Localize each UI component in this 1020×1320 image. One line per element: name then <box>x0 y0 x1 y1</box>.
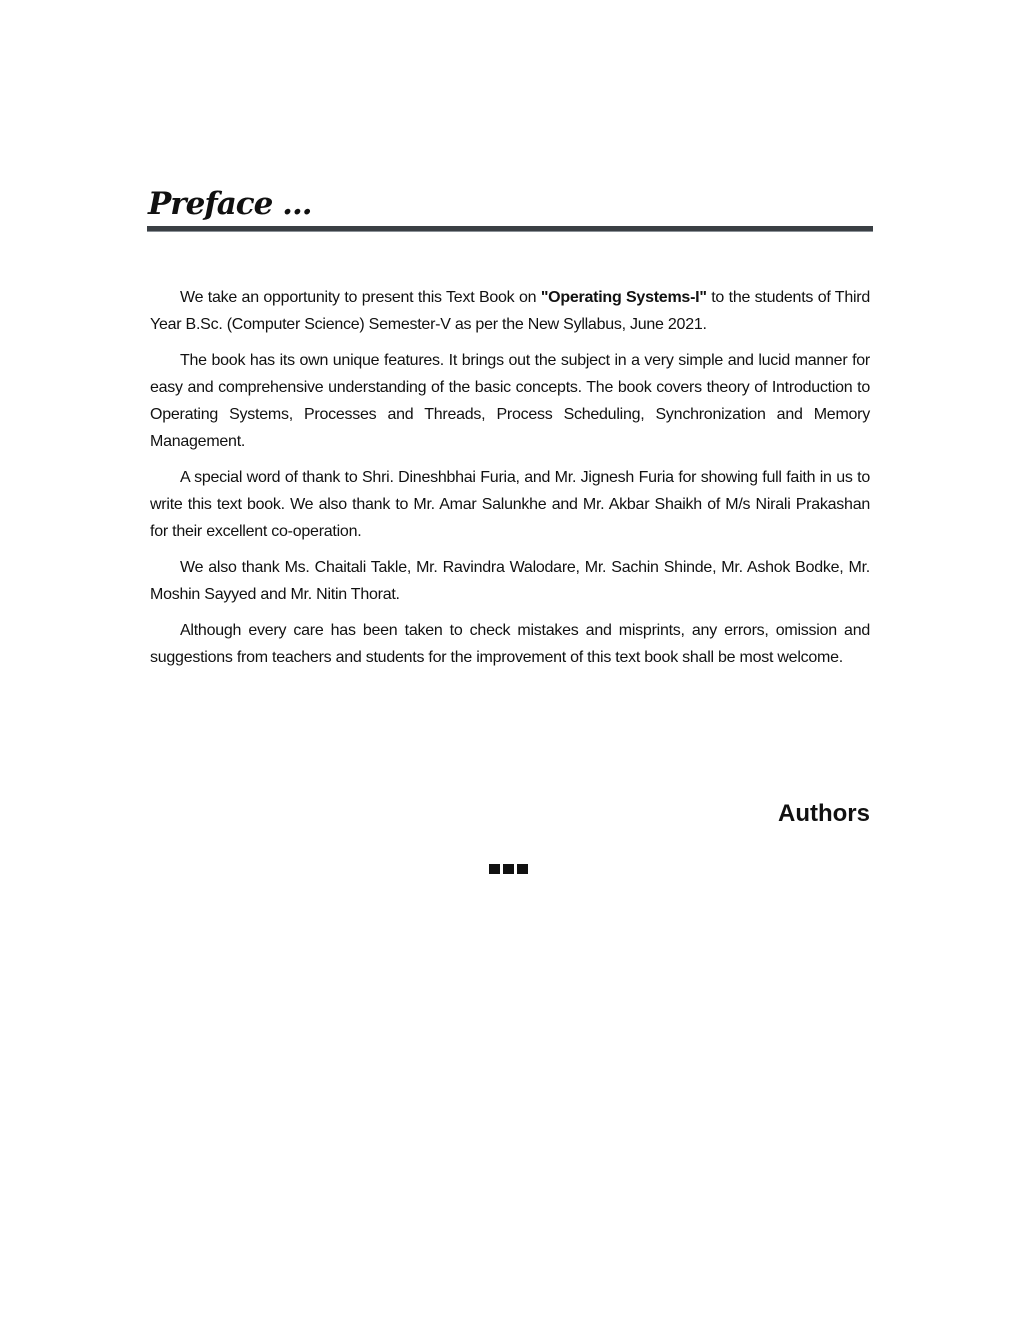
authors-signature: Authors <box>778 800 870 827</box>
heading-rule <box>147 226 873 232</box>
preface-body <box>150 284 870 680</box>
end-marker-icon <box>489 864 528 874</box>
paragraph-3: A special word of thank to Shri. Dineshbhai Furia, and Mr. Jignesh Furia for showing full faith in us to write this text book. We also thank to Mr. Amar Salunkhe and Mr. Akbar Shaikh of M/s Nirali Prakashan for their excellent co-operation. <box>150 469 870 540</box>
book-title: "Operating Systems-I" <box>540 289 707 306</box>
page-title: Preface ... <box>148 186 312 222</box>
paragraph-4: We also thank Ms. Chaitali Takle, Mr. Ravindra Walodare, Mr. Sachin Shinde, Mr. Ashok Bodke, Mr. Moshin Sayyed and Mr. Nitin Thorat. <box>150 559 870 603</box>
paragraph-1-text-end: to the students of Third Year B.Sc. (Computer Science) Semester-V as per the New Syllabus, June 2021. <box>150 289 870 333</box>
paragraph-1-text: We take an opportunity to present this Text Book on <box>180 289 541 306</box>
paragraph-2: The book has its own unique features. It brings out the subject in a very simple and lucid manner for easy and comprehensive understanding of the basic concepts. The book covers theory of Introduction to Operating Systems, Processes and Threads, Process Scheduling, Synchronization and Memory Management. <box>150 352 870 450</box>
paragraph-1 <box>150 284 870 338</box>
paragraph-5: Although every care has been taken to check mistakes and misprints, any errors, omission and suggestions from teachers and students for the improvement of this text book shall be most welcome. <box>150 622 870 666</box>
